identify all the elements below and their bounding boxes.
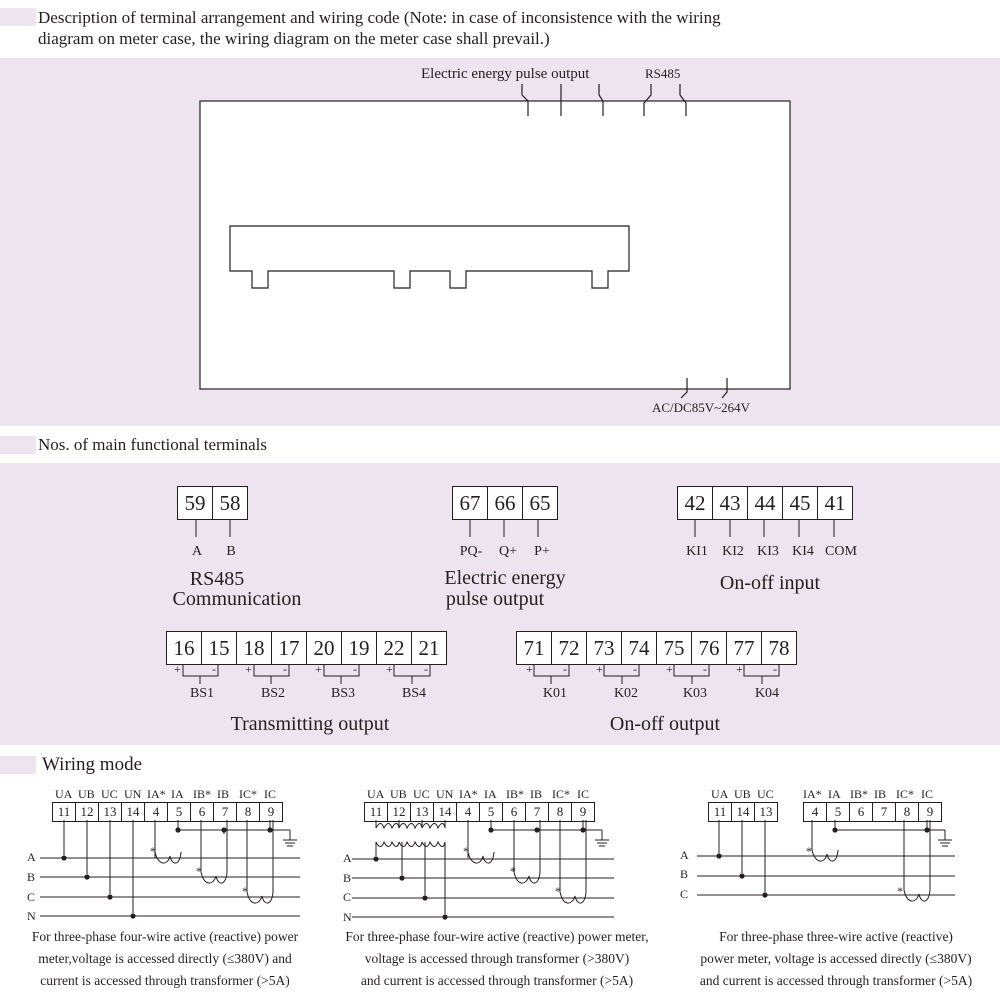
transmit-title: Transmitting output: [230, 713, 390, 735]
terminal-cell: 14: [434, 803, 457, 821]
pulse-subtitle: pulse output: [445, 588, 545, 610]
wire-label: IC*: [552, 787, 570, 801]
terminal-cell: 8: [237, 803, 260, 821]
plus-sign: +: [526, 662, 533, 676]
terminal-cell: 5: [480, 803, 503, 821]
functional-heading: Nos. of main functional terminals: [38, 435, 267, 454]
terminal-cell: 13: [759, 804, 773, 819]
terminal-cell: 8: [896, 803, 919, 821]
rs485-b-label: B: [226, 544, 236, 559]
terminal-cell: 78: [768, 636, 790, 660]
terminal-cell: 14: [122, 803, 145, 821]
wire-label: IA: [484, 787, 497, 801]
onoff-input-title: On-off input: [719, 572, 821, 594]
terminal-cell: 72: [552, 632, 587, 664]
com-label: COM: [825, 544, 857, 559]
plus-sign: +: [315, 662, 322, 676]
k03-label: K03: [682, 686, 708, 701]
wire-label: IB: [874, 787, 886, 801]
bs2-label: BS2: [260, 686, 286, 701]
caption-line: and current is accessed through transformer (>5A): [360, 973, 634, 988]
terminal-cell: 6: [503, 803, 526, 821]
phase-label: A: [27, 850, 36, 864]
wire-label: IC: [921, 787, 933, 801]
wire-label: UN: [124, 787, 142, 801]
minus-sign: -: [563, 662, 567, 676]
polarity-star: *: [196, 864, 202, 878]
pulse-title: Electric energy: [444, 567, 566, 589]
terminal-cell: 7: [526, 803, 549, 821]
minus-sign: -: [283, 662, 287, 676]
rs485-title: RS485: [189, 568, 245, 590]
wire-label: UA: [711, 787, 729, 801]
wire-label: IB*: [850, 787, 868, 801]
wire-label: IC: [577, 787, 589, 801]
caption-line: For three-phase four-wire active (reactive) power: [31, 929, 299, 944]
terminal-cell: 20: [307, 632, 342, 664]
terminal-cell: 42: [678, 487, 713, 519]
terminal-cell: 13: [411, 803, 434, 821]
ki2-label: KI2: [722, 544, 744, 559]
k02-label: K02: [613, 686, 639, 701]
terminal-cell: 59: [178, 487, 213, 519]
terminal-cell: 12: [76, 803, 99, 821]
ki3-label: KI3: [757, 544, 779, 559]
terminal-cell: 8: [549, 803, 572, 821]
wire-label: UA: [55, 787, 73, 801]
plus-sign: +: [245, 662, 252, 676]
wire-label: IC*: [896, 787, 914, 801]
wire-label: UC: [101, 787, 118, 801]
wire-label: IC*: [239, 787, 257, 801]
terminal-cell: 16: [167, 632, 202, 664]
terminal-cell: 7: [873, 803, 896, 821]
phase-label: A: [343, 851, 352, 865]
wire-label: IC: [264, 787, 276, 801]
onoff-output-title: On-off output: [609, 713, 721, 735]
terminal-cell: 4: [457, 803, 480, 821]
phase-label: C: [680, 887, 689, 901]
pulse-output-label: Electric energy pulse output: [421, 66, 590, 82]
terminal-cell: 9: [579, 804, 587, 819]
wire-label: UB: [734, 787, 751, 801]
k01-label: K01: [542, 686, 568, 701]
wire-label: IA: [828, 787, 841, 801]
rs485-label: RS485: [645, 66, 681, 81]
plus-sign: +: [174, 662, 181, 676]
phase-label: C: [27, 890, 36, 904]
plus-sign: +: [386, 662, 393, 676]
minus-sign: -: [353, 662, 357, 676]
terminal-cell: 4: [145, 803, 168, 821]
k04-label: K04: [754, 686, 780, 701]
terminal-cell: 14: [732, 803, 755, 821]
polarity-star: *: [510, 864, 516, 878]
terminal-cell: 19: [342, 632, 377, 664]
phase-label: A: [680, 848, 689, 862]
plus-sign: +: [666, 662, 673, 676]
terminal-cell: 11: [709, 803, 732, 821]
terminal-cell: 58: [219, 491, 241, 515]
terminal-cell: 21: [418, 636, 440, 660]
minus-sign: -: [424, 662, 428, 676]
wire-label: IB*: [193, 787, 211, 801]
minus-sign: -: [773, 662, 777, 676]
terminal-cell: 73: [587, 632, 622, 664]
bs1-label: BS1: [189, 686, 215, 701]
terminal-cell: 5: [827, 803, 850, 821]
ki1-label: KI1: [686, 544, 708, 559]
polarity-star: *: [555, 884, 561, 898]
rs485-subtitle: Communication: [172, 588, 302, 610]
phase-label: N: [343, 910, 352, 924]
terminal-cell: 9: [267, 804, 275, 819]
caption-line: meter,voltage is accessed directly (≤380V) and: [38, 951, 292, 966]
pulse-q-label: Q+: [498, 544, 517, 559]
terminal-cell: 11: [365, 803, 388, 821]
caption-line: and current is accessed through transformer (>5A): [699, 973, 973, 988]
terminal-cell: 67: [453, 487, 488, 519]
wire-label: UB: [78, 787, 95, 801]
wire-label: UN: [436, 787, 454, 801]
phase-label: N: [27, 909, 36, 923]
pulse-pq-label: PQ-: [459, 544, 483, 559]
terminal-cell: 15: [202, 632, 237, 664]
plus-sign: +: [596, 662, 603, 676]
terminal-cell: 9: [926, 804, 934, 819]
bs3-label: BS3: [330, 686, 356, 701]
pulse-p-label: P+: [534, 544, 550, 559]
terminal-cell: 22: [377, 632, 412, 664]
terminal-cell: 77: [727, 632, 762, 664]
wiring-heading: Wiring mode: [42, 754, 143, 775]
terminal-cell: 13: [99, 803, 122, 821]
caption-line: For three-phase four-wire active (reactive) power meter,: [345, 929, 649, 944]
phase-label: C: [343, 890, 352, 904]
caption-line: voltage is accessed through transformer (>380V): [364, 951, 630, 966]
wire-label: IB: [217, 787, 229, 801]
terminal-cell: 74: [622, 632, 657, 664]
caption-line: current is accessed through transformer (>5A): [40, 973, 290, 988]
terminal-cell: 65: [529, 491, 551, 515]
terminal-cell: 75: [657, 632, 692, 664]
description-line-1: Description of terminal arrangement and wiring code (Note: in case of inconsistence with the wiring: [38, 8, 721, 27]
terminal-cell: 7: [214, 803, 237, 821]
terminal-cell: 43: [713, 487, 748, 519]
rs485-a-label: A: [191, 544, 203, 559]
ki4-label: KI4: [792, 544, 814, 559]
description-line-2: diagram on meter case, the wiring diagram on the meter case shall prevail.): [38, 29, 550, 48]
polarity-star: *: [463, 844, 469, 858]
terminal-cell: 44: [748, 487, 783, 519]
phase-label: B: [680, 867, 689, 881]
wire-label: UC: [757, 787, 774, 801]
wire-label: IA: [171, 787, 184, 801]
wire-label: IB: [530, 787, 542, 801]
terminal-cell: 11: [53, 803, 76, 821]
terminal-cell: 76: [692, 632, 727, 664]
polarity-star: *: [150, 844, 156, 858]
wire-label: IB*: [506, 787, 524, 801]
wire-label: UA: [367, 787, 385, 801]
wire-label: UC: [413, 787, 430, 801]
terminal-cell: 41: [824, 491, 846, 515]
polarity-star: *: [806, 844, 812, 858]
wire-label: IA*: [147, 787, 166, 801]
wire-label: IA*: [803, 787, 822, 801]
terminal-cell: 5: [168, 803, 191, 821]
terminal-cell: 4: [804, 803, 827, 821]
terminal-cell: 71: [517, 632, 552, 664]
caption-line: power meter, voltage is accessed directly (≤380V): [700, 951, 972, 966]
wire-label: IA*: [459, 787, 478, 801]
power-supply-label: AC/DC85V~264V: [652, 400, 751, 415]
terminal-cell: 17: [272, 632, 307, 664]
caption-line: For three-phase three-wire active (reactive): [719, 929, 953, 944]
phase-label: B: [343, 871, 352, 885]
terminal-cell: 18: [237, 632, 272, 664]
wire-label: UB: [390, 787, 407, 801]
terminal-cell: 6: [191, 803, 214, 821]
minus-sign: -: [703, 662, 707, 676]
terminal-cell: 45: [783, 487, 818, 519]
bs4-label: BS4: [401, 686, 427, 701]
terminal-cell: 12: [388, 803, 411, 821]
phase-label: B: [27, 870, 36, 884]
polarity-star: *: [897, 884, 903, 898]
terminal-cell: 6: [850, 803, 873, 821]
minus-sign: -: [212, 662, 216, 676]
terminal-cell: 66: [488, 487, 523, 519]
polarity-star: *: [242, 884, 248, 898]
minus-sign: -: [633, 662, 637, 676]
plus-sign: +: [736, 662, 743, 676]
